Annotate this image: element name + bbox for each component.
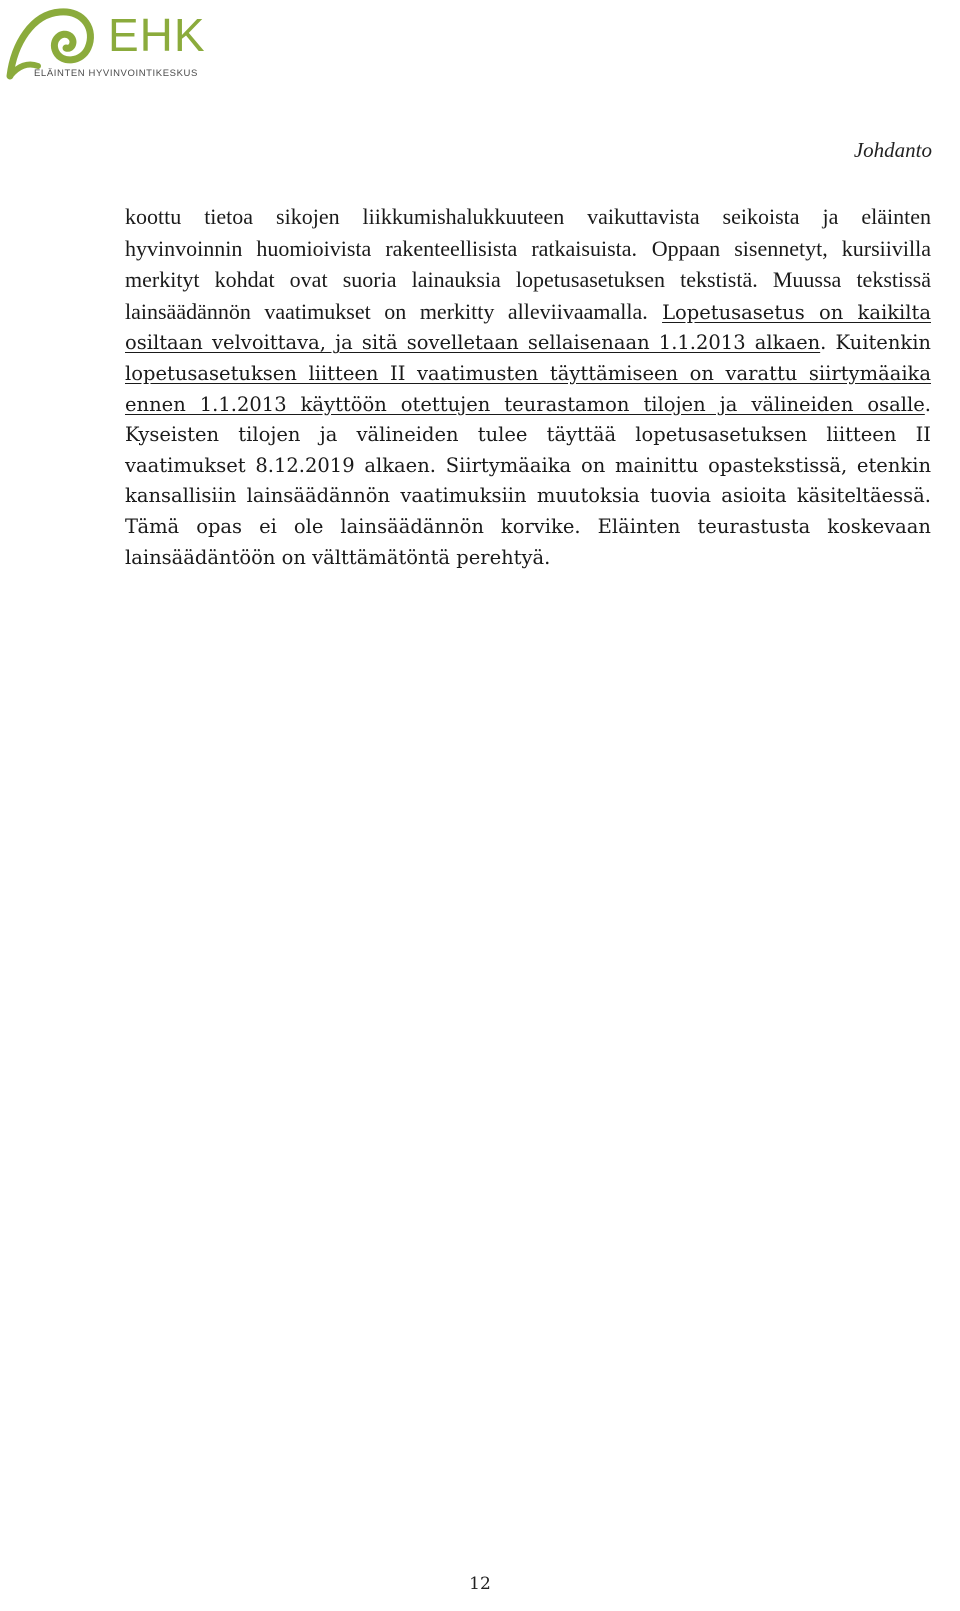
paragraph-note: Oppaan sisennetyt, kursiivilla merkityt kohdat ovat suoria lainauksia lopetusasetuksen tekstistä. Muussa tekstissä lainsäädännön vaatimukset on merkitty alleviivaamalla. [125, 235, 931, 324]
underlined-requirement-1: Lopetusasetus on kaikilta osiltaan velvoittava, ja sitä sovelletaan sellaisenaan 1.1.2013 alkaen [125, 300, 931, 355]
page-number: 12 [469, 1574, 491, 1594]
logo-text: EHK [108, 9, 206, 61]
paragraph-closing: . Kyseisten tilojen ja välineiden tulee täyttää lopetusasetuksen liitteen II vaatimukset 8.12.2019 alkaen. Siirtymäaika on mainittu opastekstissä, etenkin kansallisiin lainsäädännön vaatimuksiin muutoksia tuovia asioita käsiteltäessä. Tämä opas ei ole lainsäädännön korvike. Eläinten teurastusta koskevaan lainsäädäntöön on välttämätöntä perehtyä. [125, 392, 931, 569]
underlined-requirement-2: lopetusasetuksen liitteen II vaatimusten täyttämiseen on varattu siirtymäaika ennen 1.1.2013 käyttöön otettujen teurastamon tilojen ja välineiden osalle [125, 361, 931, 416]
logo-subtitle: ELÄINTEN HYVINVOINTIKESKUS [34, 68, 198, 79]
logo [4, 4, 234, 84]
paragraph-intro: koottu tietoa sikojen liikkumishalukkuuteen vaikuttavista seikoista ja eläinten hyvinvoinnin huomioivista rakenteellisista ratkaisuista. [125, 204, 931, 261]
body-paragraph [125, 202, 931, 573]
transition-text: . Kuitenkin [820, 331, 931, 355]
section-title: Johdanto [853, 138, 932, 162]
